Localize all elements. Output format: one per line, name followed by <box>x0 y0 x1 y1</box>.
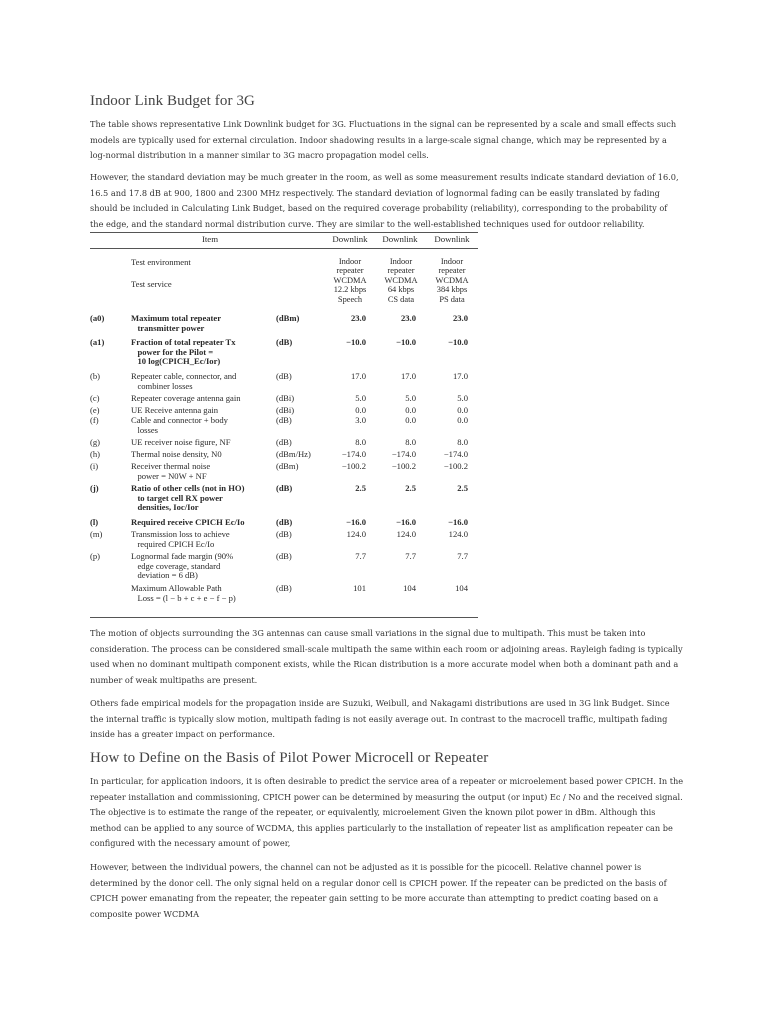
table-header-downlink-2: Downlink <box>382 234 418 244</box>
test-service-label: Test service <box>131 279 172 289</box>
table-row-unit: (dB) <box>276 529 292 539</box>
table-row-value: 17.0 <box>350 371 366 381</box>
table-row-value: 5.0 <box>355 393 366 403</box>
table-row-id: (j) <box>90 483 99 493</box>
table-row-unit: (dBm) <box>276 461 299 471</box>
table-row-value: 8.0 <box>405 437 416 447</box>
table-row-value: 0.0 <box>457 415 468 425</box>
table-row-value: 101 <box>353 583 366 593</box>
table-row-value: −174.0 <box>391 449 416 459</box>
table-row-value: −100.2 <box>391 461 416 471</box>
table-row-unit: (dB) <box>276 551 292 561</box>
paragraph-multipath: The motion of objects surrounding the 3G antennas can cause small variations in the signal due to multipath. This must be taken into consideration. The process can be considered small-scale multipath the same within each room or adjoining areas. Rayleigh fading is typically used when no dominant multipath component exists, while the Rican distribution is a more accurate model when both a dominant path and a number of weak multipaths are present. <box>90 628 683 685</box>
table-row-unit: (dBm/Hz) <box>276 449 311 459</box>
table-row-id: (h) <box>90 449 101 459</box>
table-row-value: 2.5 <box>457 483 468 493</box>
table-row-value: 124.0 <box>448 529 468 539</box>
test-environment-label: Test environment <box>131 257 191 267</box>
table-header-rule <box>90 248 478 249</box>
table-row-value: −16.0 <box>396 517 416 527</box>
table-row-value: 17.0 <box>400 371 416 381</box>
table-row-id: (f) <box>90 415 99 425</box>
table-row-value: −10.0 <box>346 337 366 347</box>
table-row-value: 0.0 <box>405 405 416 415</box>
environment-cs-data: Indoor repeater WCDMA 64 kbps CS data <box>384 257 418 304</box>
table-row-unit: (dB) <box>276 415 292 425</box>
table-row-value: 8.0 <box>457 437 468 447</box>
table-row-unit: (dBi) <box>276 405 295 415</box>
table-row-label: Receiver thermal noise power = N0W + NF <box>131 461 211 481</box>
link-budget-table <box>90 226 478 620</box>
table-row-value: 2.5 <box>405 483 416 493</box>
table-row-id: (l) <box>90 517 99 527</box>
table-row-value: 104 <box>455 583 468 593</box>
environment-ps-data: Indoor repeater WCDMA 384 kbps PS data <box>435 257 469 304</box>
table-row-unit: (dB) <box>276 337 293 347</box>
table-header-item: Item <box>201 234 219 244</box>
table-row-value: 7.7 <box>355 551 366 561</box>
table-row-value: 23.0 <box>452 313 468 323</box>
table-row-value: −100.2 <box>341 461 366 471</box>
table-row-label: UE Receive antenna gain <box>131 405 219 415</box>
table-header-downlink-1: Downlink <box>332 234 368 244</box>
paragraph-pilot-power: In particular, for application indoors, it is often desirable to predict the service area of a repeater or microelement based power CPICH. In the repeater installation and commissioning, CPICH power can be determined by measuring the output (or input) Ec / No and the received signal. The objective is to estimate the range of the repeater, or equivalently, microelement Given the known pilot power in dBm. Although this method can be applied to any source of WCDMA, this applies particularly to the installation of repeater list as amplification repeater can be configured with the necessary amount of power, <box>90 776 684 848</box>
table-row-label: Required receive CPICH Ec/Io <box>131 517 245 527</box>
table-row-value: −10.0 <box>448 337 468 347</box>
table-row-id: (b) <box>90 371 101 381</box>
table-row-id: (p) <box>90 551 101 561</box>
table-row-unit: (dB) <box>276 437 292 447</box>
heading-indoor-link-budget: Indoor Link Budget for 3G <box>90 93 255 109</box>
table-header-downlink-3: Downlink <box>434 234 470 244</box>
table-row-label: Ratio of other cells (not in HO) to target cell RX power densities, Ioc/Ior <box>131 483 245 513</box>
table-row-value: 0.0 <box>457 405 468 415</box>
table-row-label: Repeater cable, connector, and combiner losses <box>131 371 237 391</box>
environment-speech: Indoor repeater WCDMA 12.2 kbps Speech <box>333 257 367 304</box>
paragraph-intro: The table shows representative Link Downlink budget for 3G. Fluctuations in the signal can be represented by a scale and small effects such models are typically used for external circulation. Indoor shadowing results in a large-scale signal change, which may be represented by a log-normal distribution in a manner similar to 3G macro propagation model cells. <box>90 119 677 160</box>
heading-pilot-power: How to Define on the Basis of Pilot Power Microcell or Repeater <box>90 750 489 766</box>
paragraph-fade-models: Others fade empirical models for the propagation inside are Suzuki, Weibull, and Nakagami distributions are used in 3G link Budget. Since the internal traffic is typically slow motion, multipath fading is not easily average out. In contrast to the macrocell traffic, multipath fading inside has a greater impact on performance. <box>90 698 670 739</box>
table-row-value: 124.0 <box>396 529 416 539</box>
table-row-value: 2.5 <box>355 483 366 493</box>
table-row-label: UE receiver noise figure, NF <box>131 437 231 447</box>
table-row-unit: (dBi) <box>276 393 295 403</box>
table-row-value: 17.0 <box>452 371 468 381</box>
table-row-value: 124.0 <box>346 529 366 539</box>
table-row-label: Fraction of total repeater Tx power for the Pilot = 10 log(CPICH_Ec/Ior) <box>131 337 236 367</box>
table-row-unit: (dB) <box>276 483 293 493</box>
table-row-value: −10.0 <box>396 337 416 347</box>
table-row-value: 0.0 <box>355 405 366 415</box>
table-row-label: Thermal noise density, N0 <box>131 449 222 459</box>
table-row-label: Maximum total repeater transmitter power <box>131 313 222 333</box>
table-row-id: (e) <box>90 405 100 415</box>
table-row-value: 23.0 <box>350 313 366 323</box>
table-row-id: (a1) <box>90 337 105 347</box>
table-row-id: (g) <box>90 437 101 447</box>
table-row-value: 3.0 <box>355 415 366 425</box>
table-row-value: −16.0 <box>448 517 468 527</box>
paragraph-donor-cell: However, between the individual powers, the channel can not be adjusted as it is possible for the picocell. Relative channel power is determined by the donor cell. The only signal held on a regular donor cell is CPICH power. If the repeater can be predicted on the basis of CPICH power emanating from the repeater, the repeater gain setting to be more accurate than attempting to predict coating based on a composite power WCDMA <box>90 862 667 919</box>
table-row-value: 0.0 <box>405 415 416 425</box>
table-bottom-rule <box>90 617 478 618</box>
table-row-label: Repeater coverage antenna gain <box>131 393 241 403</box>
table-row-unit: (dB) <box>276 371 292 381</box>
paragraph-standard-deviation: However, the standard deviation may be much greater in the room, as well as some measurement results indicate standard deviation of 16.0, 16.5 and 17.8 dB at 900, 1800 and 2300 MHz respectively. The standard deviation of lognormal fading can be easily translated by fading should be included in Calculating Link Budget, based on the required coverage probability (reliability), corresponding to the probability of the edge, and the standard normal distribution curve. They are similar to the well-established techniques used for outdoor reliability. <box>90 172 679 229</box>
table-row-value: 5.0 <box>405 393 416 403</box>
table-row-id: (m) <box>90 529 103 539</box>
table-row-unit: (dB) <box>276 517 293 527</box>
table-row-value: 23.0 <box>400 313 416 323</box>
table-row-value: −174.0 <box>443 449 468 459</box>
table-row-label: Lognormal fade margin (90% edge coverage, standard deviation = 6 dB) <box>131 551 234 581</box>
table-row-value: 104 <box>403 583 416 593</box>
table-row-label: Maximum Allowable Path Loss = (l − b + c + e − f − p) <box>131 583 236 603</box>
table-row-value: −16.0 <box>346 517 366 527</box>
table-row-label: Transmission loss to achieve required CPICH Ec/Io <box>131 529 230 549</box>
table-row-value: 5.0 <box>457 393 468 403</box>
table-row-value: −100.2 <box>443 461 468 471</box>
table-row-id: (i) <box>90 461 99 471</box>
table-row-value: 7.7 <box>405 551 416 561</box>
table-row-value: 7.7 <box>457 551 468 561</box>
table-row-unit: (dB) <box>276 583 292 593</box>
table-top-rule <box>90 232 478 233</box>
table-row-label: Cable and connector + body losses <box>131 415 228 435</box>
table-row-id: (a0) <box>90 313 105 323</box>
table-row-unit: (dBm) <box>276 313 300 323</box>
table-row-value: 8.0 <box>355 437 366 447</box>
table-row-value: −174.0 <box>341 449 366 459</box>
table-row-id: (c) <box>90 393 100 403</box>
